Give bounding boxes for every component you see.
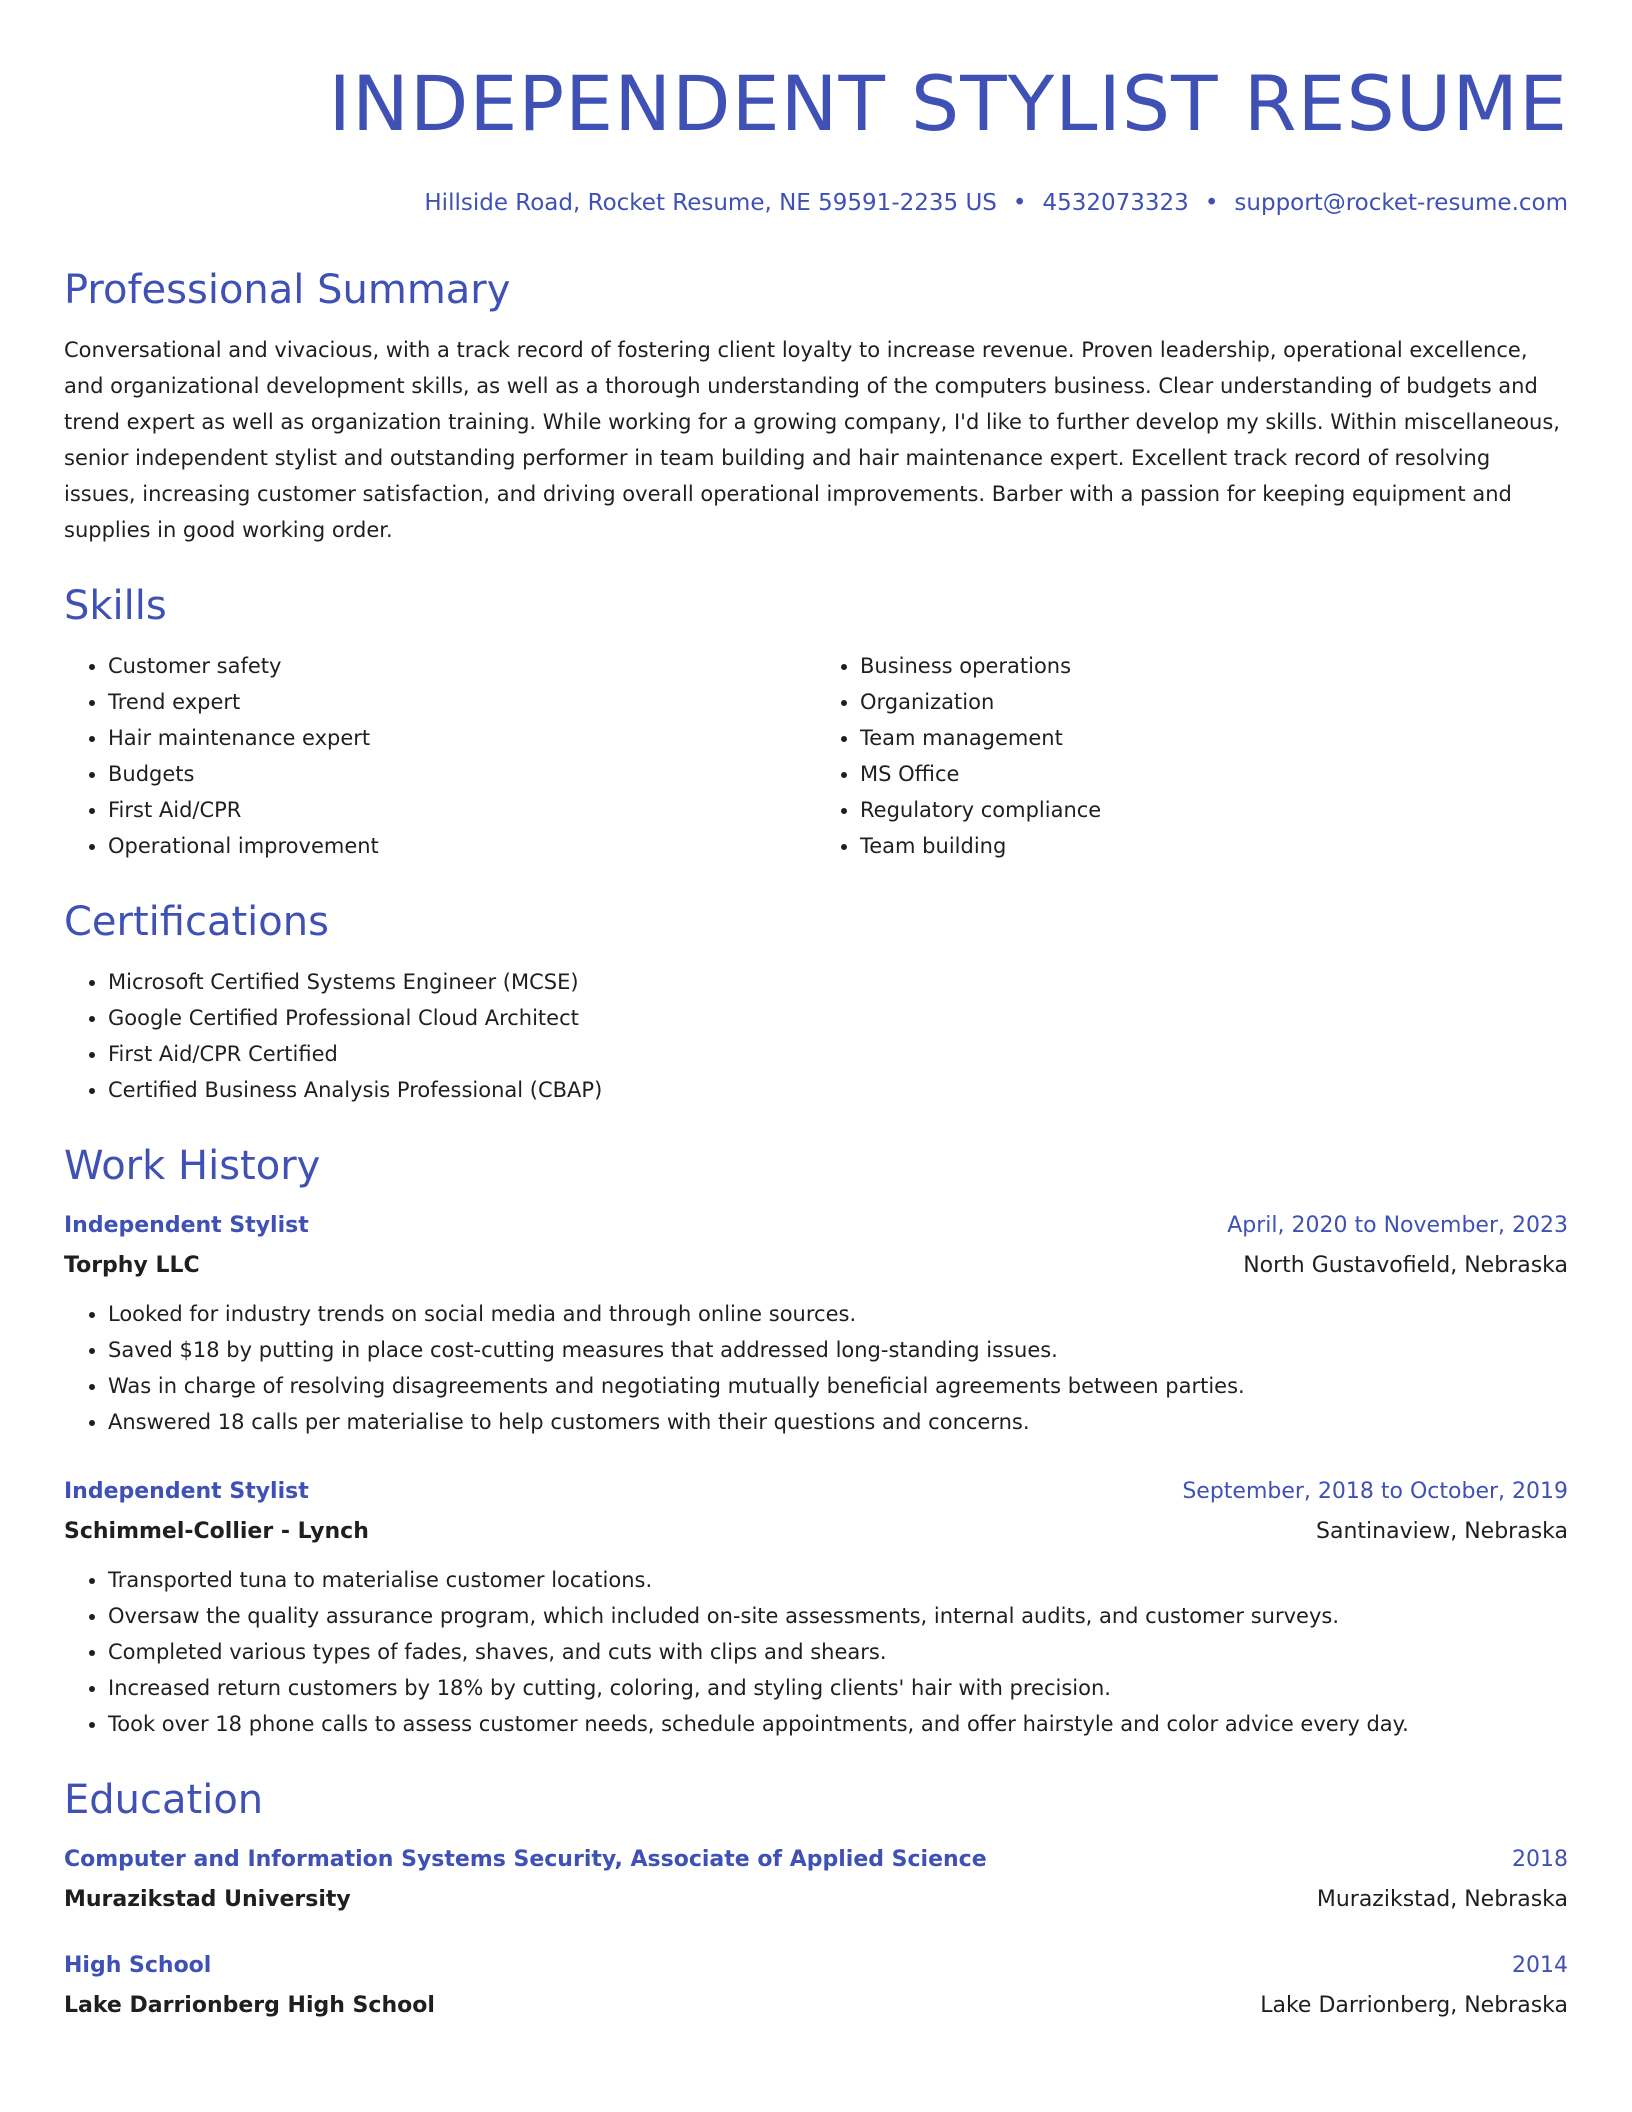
skills-list [64,648,1568,864]
job-subheader [64,1514,1568,1550]
list-item: • First Aid/CPR Certified [108,1036,1568,1072]
list-item: • Microsoft Certified Systems Engineer (MCSE) [108,964,1568,1000]
separator: • [1012,190,1027,216]
list-item: • First Aid/CPR [108,792,816,828]
job-entry [64,1474,1568,1742]
certifications-list [64,964,1568,1108]
job-bullets [64,1296,1568,1440]
page-title: INDEPENDENT STYLIST RESUME [328,59,1568,148]
list-item: • Oversaw the quality assurance program, which included on-site assessments, internal audits, and customer surveys. [108,1598,1568,1634]
education-heading: Education [64,1777,264,1823]
education-year: 2018 [1512,1847,1568,1872]
skills-heading: Skills [64,583,167,629]
education-subheader [64,1988,1568,2024]
list-item: • Google Certified Professional Cloud Architect [108,1000,1568,1036]
education-school: Murazikstad University [64,1887,351,1912]
job-bullets [64,1562,1568,1742]
education-school: Lake Darrionberg High School [64,1993,435,2018]
education-entry [64,1948,1568,2024]
job-company: Schimmel-Collier - Lynch [64,1519,369,1544]
list-item: • Operational improvement [108,828,816,864]
list-item: • Increased return customers by 18% by cutting, coloring, and styling clients' hair with precision. [108,1670,1568,1706]
list-item: • Saved $18 by putting in place cost-cutting measures that addressed long-standing issues. [108,1332,1568,1368]
list-item: • Business operations [860,648,1568,684]
list-item: • Organization [860,684,1568,720]
education-location: Lake Darrionberg, Nebraska [1260,1993,1568,2018]
education-year: 2014 [1512,1953,1568,1978]
list-item: • Trend expert [108,684,816,720]
job-dates: September, 2018 to October, 2019 [1182,1479,1568,1504]
list-item: • Answered 18 calls per materialise to help customers with their questions and concerns. [108,1404,1568,1440]
education-header [64,1948,1568,1984]
email: support@rocket-resume.com [1234,190,1568,216]
job-subheader [64,1248,1568,1284]
list-item: • Customer safety [108,648,816,684]
education-location: Murazikstad, Nebraska [1316,1887,1568,1912]
job-title: Independent Stylist [64,1213,309,1238]
education-entry [64,1842,1568,1918]
job-location: North Gustavofield, Nebraska [1243,1253,1568,1278]
education-subheader [64,1882,1568,1918]
phone: 4532073323 [1042,190,1189,216]
list-item: • Looked for industry trends on social media and through online sources. [108,1296,1568,1332]
list-item: • Team building [860,828,1568,864]
list-item: • Team management [860,720,1568,756]
job-dates: April, 2020 to November, 2023 [1227,1213,1568,1238]
list-item: • Was in charge of resolving disagreements and negotiating mutually beneficial agreements between parties. [108,1368,1568,1404]
list-item: • Regulatory compliance [860,792,1568,828]
separator: • [1204,190,1219,216]
job-location: Santinaview, Nebraska [1316,1519,1568,1544]
skills-left-column [64,648,816,864]
list-item: • Certified Business Analysis Professional (CBAP) [108,1072,1568,1108]
skills-right-column [816,648,1568,864]
education-degree: Computer and Information Systems Security, Associate of Applied Science [64,1847,987,1872]
job-header [64,1474,1568,1510]
job-entry [64,1208,1568,1440]
job-title: Independent Stylist [64,1479,309,1504]
summary-heading: Professional Summary [64,267,511,313]
education-header [64,1842,1568,1878]
list-item: • Completed various types of fades, shaves, and cuts with clips and shears. [108,1634,1568,1670]
certifications-heading: Certifications [64,899,329,945]
job-company: Torphy LLC [64,1253,200,1278]
list-item: • MS Office [860,756,1568,792]
list-item: • Hair maintenance expert [108,720,816,756]
summary-text: Conversational and vivacious, with a track record of fostering client loyalty to increase revenue. Proven leadership, operational excellence, and organizational development skills, as well as a thorough understanding of the computers business. Clear understanding of budgets and trend expert as well as organization training. While working for a growing company, I'd like to further develop my skills. Within miscellaneous, senior independent stylist and outstanding performer in team building and hair maintenance expert. Excellent track record of resolving issues, increasing customer satisfaction, and driving overall operational improvements. Barber with a passion for keeping equipment and supplies in good working order. [64,338,1560,542]
address: Hillside Road, Rocket Resume, NE 59591-2235 US [424,190,997,216]
job-header [64,1208,1568,1244]
list-item: • Transported tuna to materialise customer locations. [108,1562,1568,1598]
work-history-heading: Work History [64,1143,321,1189]
list-item: • Took over 18 phone calls to assess customer needs, schedule appointments, and offer hairstyle and color advice every day. [108,1706,1568,1742]
education-degree: High School [64,1953,212,1978]
list-item: • Budgets [108,756,816,792]
contact-line [64,188,1568,218]
